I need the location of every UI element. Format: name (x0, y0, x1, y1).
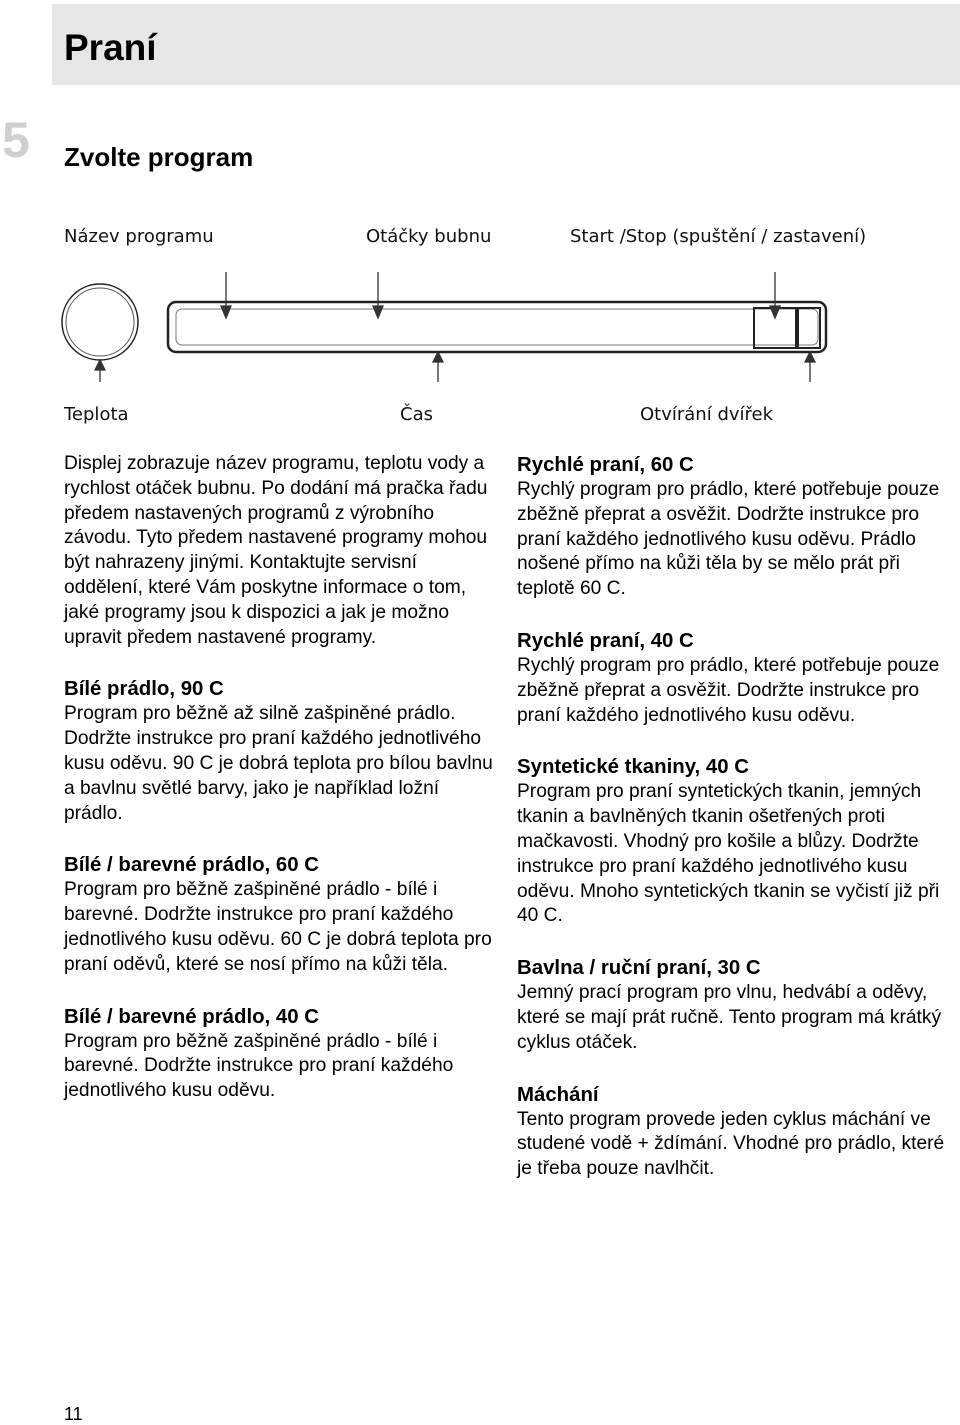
arrow-time-icon (433, 352, 443, 382)
program-description: Program pro běžně zašpiněné prádlo - bílé i barevné. Dodržte instrukce pro praní každého jednotlivého kusu oděvu. (64, 1030, 454, 1102)
program-section (517, 452, 947, 602)
label-start-stop: Start /Stop (spuštění / zastavení) (570, 226, 867, 247)
label-drum-speed: Otáčky bubnu (366, 226, 492, 247)
arrow-drum-speed-icon (373, 272, 383, 318)
arrow-door-icon (805, 352, 815, 382)
program-description: Program pro praní syntetických tkanin, jemných tkanin a bavlněných tkanin ošetřených proti mačkavosti. Vhodný pro košile a blůzy. Dodržte instrukce pro praní každého jednotlivého kusu oděvu. Mnoho syntetických tkanin se vyčistí již při 40 C. (517, 781, 940, 927)
program-knob-icon (62, 284, 138, 360)
step-number: 5 (2, 112, 30, 168)
label-door-opening: Otvírání dvířek (640, 404, 774, 425)
program-description: Program pro běžně až silně zašpiněné prádlo. Dodržte instrukce pro praní každého jednotlivého kusu oděvu. 90 C je dobrá teplota pro bílou bavlnu a bavlnu světlé barvy, jako je například ložní prádlo. (64, 703, 493, 824)
display-panel (168, 302, 826, 352)
program-section (517, 1082, 947, 1182)
title-bar (52, 4, 960, 85)
program-title: Máchání (517, 1083, 599, 1106)
program-title: Bílé / barevné prádlo, 40 C (64, 1005, 319, 1028)
label-temperature: Teplota (64, 404, 129, 425)
intro-text: Displej zobrazuje název programu, teplotu vody a rychlost otáček bubnu. Po dodání má pračka řadu předem nastavených programů z výrobního závodu. Tyto předem nastavené programy mohou být nahrazeny jinými. Kontaktujte servisní oddělení, které Vám poskytne informace o tom, jaké programy jsou k dispozici a jak je možno upravit předem nastavené programy. (64, 453, 488, 648)
program-section (64, 1004, 494, 1104)
program-section (517, 955, 947, 1055)
program-title: Rychlé praní, 60 C (517, 454, 694, 476)
label-program-name: Název programu (64, 226, 214, 247)
program-title: Rychlé praní, 40 C (517, 629, 694, 652)
program-title: Bílé / barevné prádlo, 60 C (64, 854, 319, 877)
program-section (64, 852, 494, 977)
arrow-temperature-icon (95, 360, 105, 382)
program-title: Bavlna / ruční praní, 30 C (517, 957, 761, 980)
program-title: Syntetické tkaniny, 40 C (517, 756, 749, 779)
arrow-program-name-icon (221, 272, 231, 318)
program-description: Rychlý program pro prádlo, které potřebuje pouze zběžně přeprat a osvěžit. Dodržte instrukce pro praní každého jednotlivého kusu oděvu. (517, 654, 940, 726)
program-title: Bílé prádlo, 90 C (64, 678, 224, 701)
label-time: Čas (400, 404, 433, 425)
program-section (64, 676, 494, 826)
page-title: Praní (64, 27, 157, 68)
program-section (517, 628, 947, 728)
program-description: Jemný prací program pro vlnu, hedvábí a oděvy, které se mají prát ručně. Tento program má krátký cyklus otáček. (517, 982, 942, 1053)
program-description: Tento program provede jeden cyklus máchání ve studené vodě + ždímání. Vhodné pro prádlo, které je třeba pouze navlhčit. (517, 1108, 945, 1180)
arrow-start-stop-icon (770, 272, 780, 318)
step-title: Zvolte program (64, 142, 254, 172)
control-panel-diagram (60, 272, 850, 382)
left-column (64, 452, 494, 1104)
program-description: Rychlý program pro prádlo, které potřebuje pouze zběžně přeprat a osvěžit. Dodržte instrukce pro praní každého jednotlivého kusu oděvu. Prádlo nošené přímo na kůži těla by se mělo prát při teplotě 60 C. (517, 479, 940, 600)
program-section (517, 754, 947, 929)
right-column (517, 452, 947, 1182)
program-description: Program pro běžně zašpiněné prádlo - bílé i barevné. Dodržte instrukce pro praní každého jednotlivého kusu oděvu. 60 C je dobrá teplota pro praní oděvů, které se nosí přímo na kůži těla. (64, 879, 492, 975)
page-number: 11 (64, 1404, 83, 1424)
